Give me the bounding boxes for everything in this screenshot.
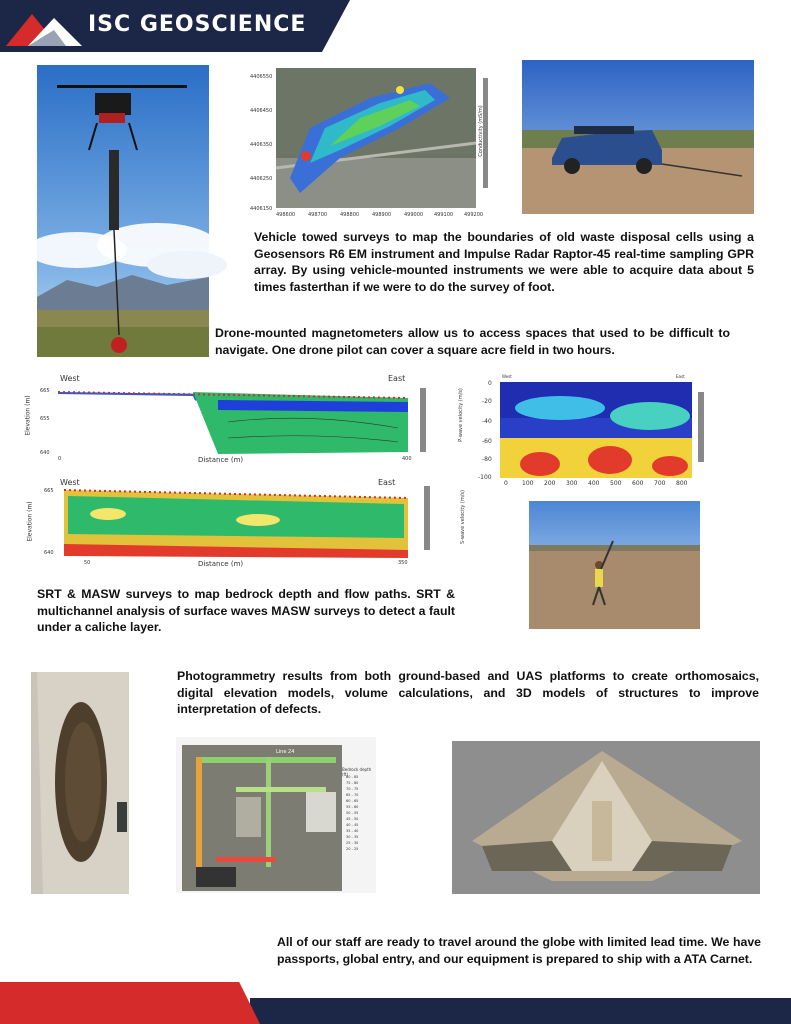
gpr-x-tick: 200 [544,480,556,487]
em-x-tick: 498600 [276,212,296,218]
mountain-logo-icon [6,8,82,46]
masw-y-tick: 640 [44,550,54,556]
gpr-section-chart [470,368,720,492]
gpr-x-tick: 300 [566,480,578,487]
gpr-y-tick: -80 [482,456,492,463]
srt-masw-text: SRT & MASW surveys to map bedrock depth and flow paths. SRT & multichannel analysis of surface waves MASW surveys to detect a fault under a caliche layer. [37,587,455,634]
em-x-tick: 498900 [372,212,392,218]
em-x-tick: 499100 [434,212,454,218]
header [0,0,791,52]
srt-y-tick: 655 [40,416,50,422]
srt-profile-chart [24,372,464,464]
em-x-tick: 498700 [308,212,328,218]
em-y-tick: 4406250 [250,176,273,182]
drone-photo [37,65,209,357]
masw-east-label: East [378,478,396,487]
gpr-y-tick: -100 [478,474,492,481]
masw-y-tick: 665 [44,488,54,494]
orthomosaic-photo [31,672,129,894]
bedrock-legend-title: Bedrock depth (ft) [342,767,372,777]
masw-west-label: West [60,478,80,487]
em-y-tick: 4406550 [250,74,273,80]
bedrock-line-label: Line 24 [276,749,295,755]
em-y-tick: 4406450 [250,108,273,114]
gpr-west-label: West [502,374,512,379]
gpr-y-tick: 0 [488,380,492,387]
field-worker-photo [529,501,700,629]
em-x-tick: 499000 [404,212,424,218]
masw-profile-chart [28,478,468,570]
gpr-x-tick: 700 [654,480,666,487]
bedrock-legend-item: 35 - 40 [346,829,359,833]
gpr-x-tick: 800 [676,480,688,487]
bedrock-legend-item: 40 - 45 [346,823,359,827]
bedrock-legend-item: 65 - 70 [346,793,359,797]
bedrock-legend-item: 80 - 85 [346,775,359,779]
bedrock-legend-item: 70 - 75 [346,787,359,791]
masw-xlabel: Distance (m) [198,560,244,568]
em-y-tick: 4406150 [250,206,273,212]
srt-xlabel: Distance (m) [198,456,244,464]
masw-x-tick: 50 [84,560,91,566]
gpr-y-tick: -40 [482,418,492,425]
em-conductivity-map [250,68,500,220]
gpr-x-tick: 100 [522,480,534,487]
bedrock-legend-item: 50 - 55 [346,811,359,815]
bedrock-legend-item: 30 - 35 [346,835,359,839]
bedrock-legend-item: 60 - 65 [346,799,359,803]
footer-red-band [0,982,260,1024]
drone-survey-text: Drone-mounted magnetometers allow us to access spaces that used to be difficult to navigate. One drone pilot can cover a square acre field in two hours. [215,326,730,357]
bedrock-legend-item: 55 - 60 [346,805,359,809]
travel-text: All of our staff are ready to travel around the globe with limited lead time. We have passports, global entry, and our equipment is prepared to ship with a ATA Carnet. [277,935,761,966]
gpr-x-tick: 0 [504,480,508,487]
em-colorbar-label: Conductivity (mS/m) [477,105,484,157]
srt-ylabel: Elevation (m) [24,395,32,436]
gpr-y-tick: -20 [482,398,492,405]
bedrock-depth-map [176,737,376,893]
srt-y-tick: 665 [40,388,50,394]
footer [0,982,791,1024]
masw-colorbar-label: S-wave velocity (m/s) [459,490,466,544]
srt-east-label: East [388,374,406,383]
gpr-x-tick: 600 [632,480,644,487]
bedrock-legend-item: 75 - 80 [346,781,359,785]
photogrammetry-text: Photogrammetry results from both ground-based and UAS platforms to create orthomosaics, digital elevation models, volume calculations, and 3D models of structures to improve interpretation of defects. [177,669,759,716]
srt-colorbar-label: P-wave velocity (m/s) [457,388,464,442]
bedrock-legend-item: 25 - 30 [346,841,359,845]
masw-ylabel: Elevation (m) [26,501,34,542]
masw-x-tick: 350 [398,560,408,566]
srt-y-tick: 640 [40,450,50,456]
bedrock-legend-item: 20 - 25 [346,847,359,851]
em-y-tick: 4406350 [250,142,273,148]
brand-name: ISC GEOSCIENCE [88,12,307,37]
bedrock-legend-item: 45 - 50 [346,817,359,821]
srt-x-tick: 0 [58,456,62,462]
gpr-y-tick: -60 [482,438,492,445]
gpr-x-tick: 500 [610,480,622,487]
footer-navy-band [250,998,791,1024]
vehicle-survey-text: Vehicle towed surveys to map the boundaries of old waste disposal cells using a Geosensors R6 EM instrument and Impulse Radar Raptor-45 real-time sampling GPR array. By using vehicle-mounted instruments we were able to acquire data about 5 times fasterthan if we were to do the survey of foot. [254,230,754,294]
srt-west-label: West [60,374,80,383]
srt-x-tick: 400 [402,456,412,462]
3d-model-render [452,741,760,894]
em-x-tick: 498800 [340,212,360,218]
em-x-tick: 499200 [464,212,484,218]
gpr-x-tick: 400 [588,480,600,487]
truck-photo [522,60,754,214]
gpr-east-label: East [676,374,685,379]
